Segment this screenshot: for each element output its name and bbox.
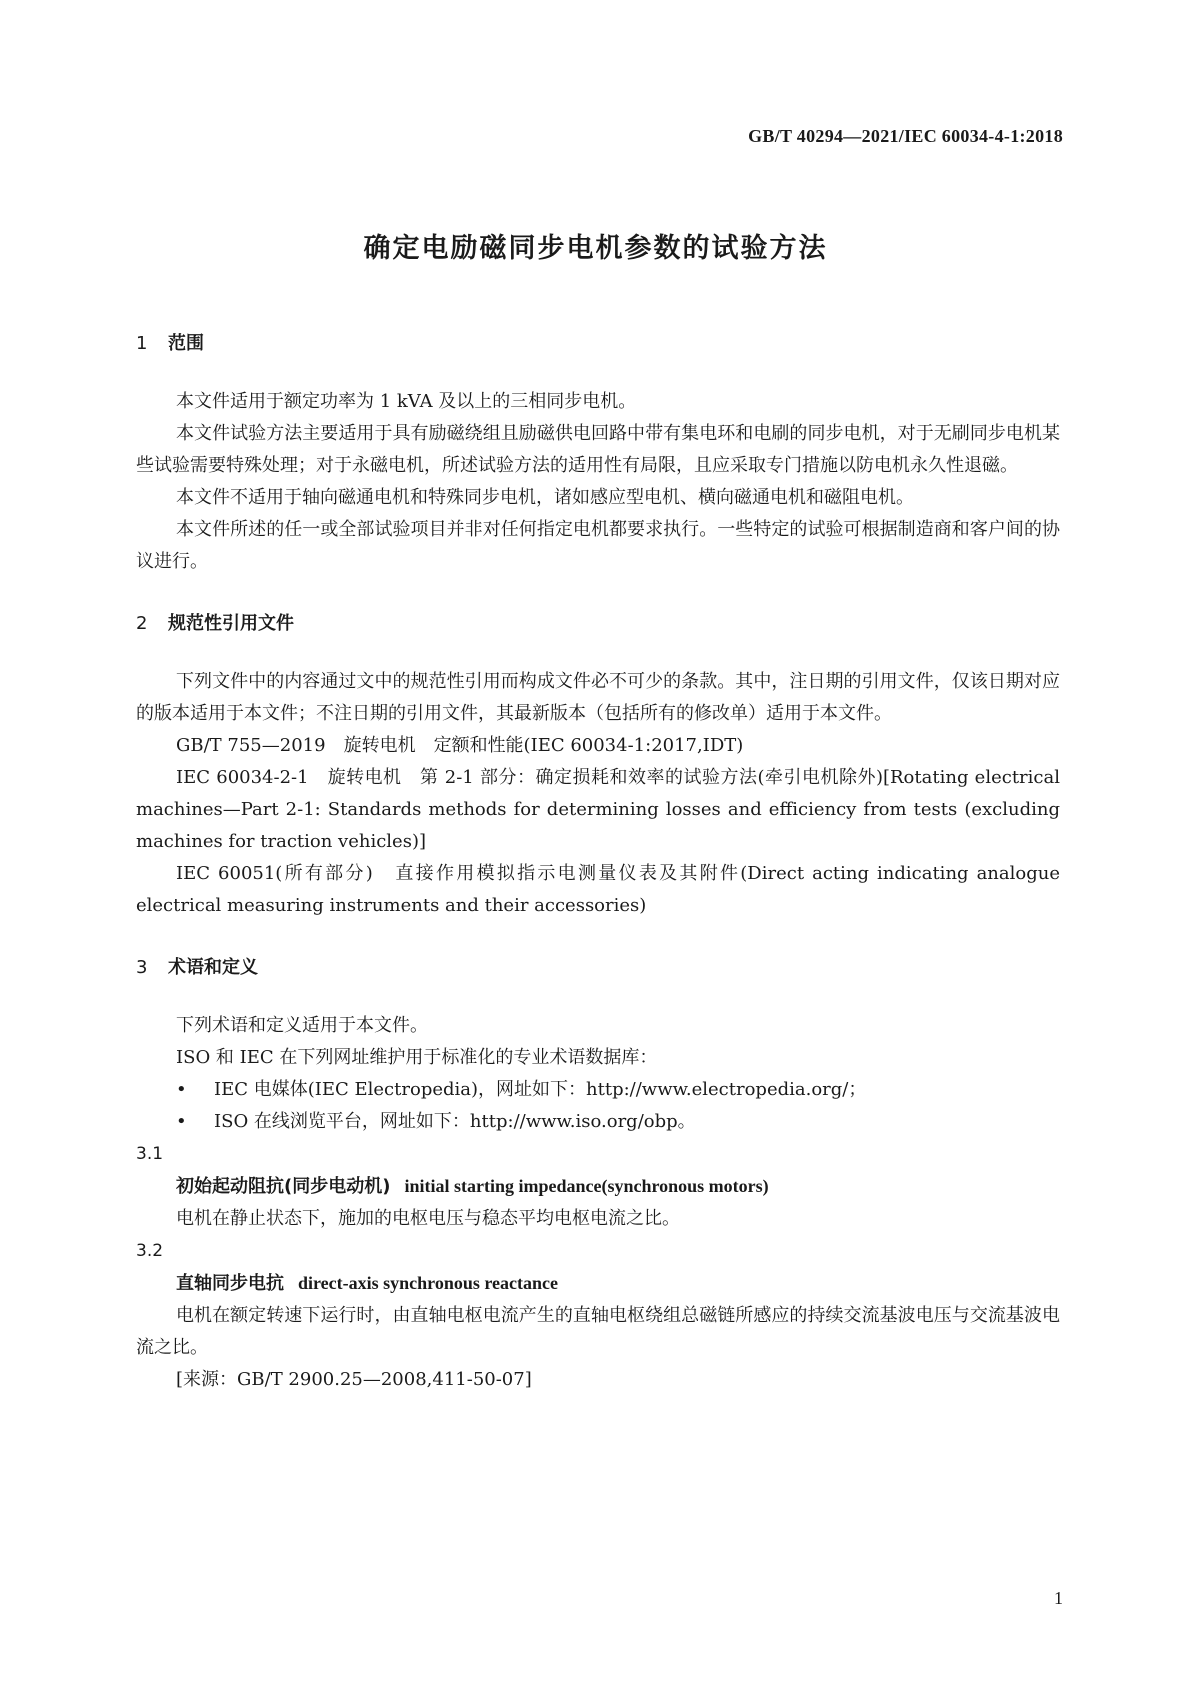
- document-body: [136, 328, 1060, 1396]
- term-definition: 电机在额定转速下运行时，由直轴电枢电流产生的直轴电枢绕组总磁链所感应的持续交流基波电压与交流基波电流之比。: [136, 1305, 1060, 1358]
- reference-item: IEC 60034-2-1 旋转电机 第 2-1 部分：确定损耗和效率的试验方法(牵引电机除外)[Rotating electrical machines—Part 2-1: Standards methods for determining losses and efficiency from tests (excluding machines for traction vehicles)]: [136, 767, 1060, 852]
- list-item-text: ISO 在线浏览平台，网址如下：http://www.iso.org/obp。: [214, 1111, 696, 1132]
- scope-paragraph: 本文件适用于额定功率为 1 kVA 及以上的三相同步电机。: [176, 391, 637, 412]
- section-title: 术语和定义: [168, 957, 258, 978]
- reference-item: IEC 60051(所有部分) 直接作用模拟指示电测量仪表及其附件(Direct acting indicating analogue electrical measuring instruments and their accessories): [136, 863, 1060, 916]
- section-3-heading: [136, 952, 1060, 984]
- scope-paragraph: 本文件试验方法主要适用于具有励磁绕组且励磁供电回路中带有集电环和电刷的同步电机，对于无刷同步电机某些试验需要特殊处理；对于永磁电机，所述试验方法的适用性有局限，且应采取专门措施以防电机永久性退磁。: [136, 423, 1060, 476]
- term-number: 3.1: [136, 1144, 164, 1164]
- document-title: 确定电励磁同步电机参数的试验方法: [363, 233, 828, 264]
- section-number: 2: [136, 613, 148, 634]
- section-number: 3: [136, 957, 148, 978]
- terms-database-intro: ISO 和 IEC 在下列网址维护用于标准化的专业术语数据库：: [176, 1047, 658, 1068]
- term-number: 3.2: [136, 1241, 164, 1261]
- section-title: 规范性引用文件: [168, 613, 294, 634]
- term-name-en: direct-axis synchronous reactance: [298, 1273, 558, 1293]
- term-name-en: initial starting impedance(synchronous motors): [404, 1176, 769, 1196]
- term-name: [136, 1267, 1060, 1300]
- term-name-zh: 初始起动阻抗(同步电动机): [176, 1176, 391, 1197]
- page-number: 1: [1054, 1588, 1063, 1608]
- bullet-icon: •: [176, 1111, 187, 1132]
- list-item-text: IEC 电媒体(IEC Electropedia)，网址如下：http://www.electropedia.org/；: [214, 1079, 867, 1100]
- scope-paragraph: 本文件不适用于轴向磁通电机和特殊同步电机，诸如感应型电机、横向磁通电机和磁阻电机。: [176, 487, 914, 508]
- term-name-zh: 直轴同步电抗: [176, 1273, 284, 1294]
- section-number: 1: [136, 333, 148, 354]
- term-definition: 电机在静止状态下，施加的电枢电压与稳态平均电枢电流之比。: [176, 1208, 680, 1229]
- standard-number: GB/T 40294—2021/IEC 60034-4-1:2018: [748, 126, 1063, 146]
- terms-intro: 下列术语和定义适用于本文件。: [176, 1015, 428, 1036]
- list-item: [136, 1106, 1060, 1138]
- reference-item: GB/T 755—2019 旋转电机 定额和性能(IEC 60034-1:2017,IDT): [176, 735, 744, 756]
- bullet-icon: •: [176, 1079, 187, 1100]
- scope-paragraph: 本文件所述的任一或全部试验项目并非对任何指定电机都要求执行。一些特定的试验可根据制造商和客户间的协议进行。: [136, 519, 1060, 572]
- term-source: [来源：GB/T 2900.25—2008,411-50-07]: [176, 1369, 532, 1390]
- section-1-heading: [136, 328, 1060, 360]
- references-intro: 下列文件中的内容通过文中的规范性引用而构成文件必不可少的条款。其中，注日期的引用文件，仅该日期对应的版本适用于本文件；不注日期的引用文件，其最新版本（包括所有的修改单）适用于本文件。: [136, 671, 1060, 724]
- section-2-heading: [136, 608, 1060, 640]
- term-name: [136, 1170, 1060, 1203]
- section-title: 范围: [168, 333, 204, 354]
- list-item: [136, 1074, 1060, 1106]
